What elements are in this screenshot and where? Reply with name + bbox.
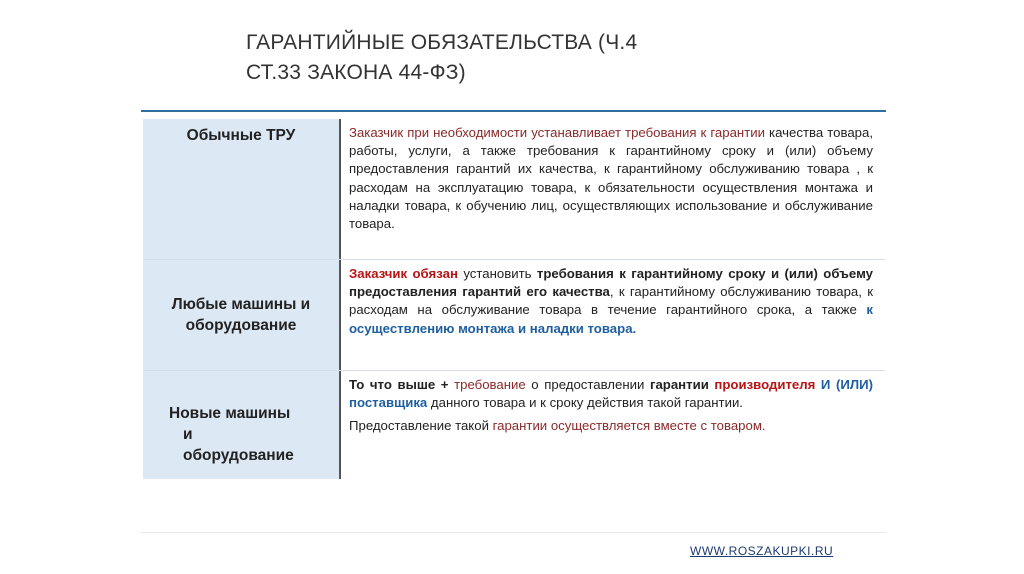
row-content-cell [341, 371, 885, 479]
text-segment: И (ИЛИ) поставщика [349, 377, 873, 411]
text-segment: гарантии осуществляется вместе с товаром. [492, 418, 766, 434]
site-link[interactable]: WWW.ROSZAKUPKI.RU [690, 544, 834, 558]
text-segment: данного товара и к сроку действия такой гарантии. [427, 395, 743, 411]
row-text [349, 265, 873, 338]
guarantee-table [143, 119, 885, 479]
text-segment: производителя [708, 377, 821, 392]
footer-url[interactable] [690, 544, 833, 558]
page-title [246, 28, 766, 88]
table-row [143, 260, 885, 371]
row-label-cell [143, 119, 341, 259]
row-label: Любые машины и оборудование [171, 296, 311, 334]
row-label-line: и [183, 426, 193, 443]
title-line-2: СТ.33 ЗАКОНА 44-ФЗ) [246, 61, 466, 84]
text-segment: гарантии [649, 377, 709, 392]
text-segment: Заказчик при необходимости устанавливает требования к гарантии [349, 125, 765, 140]
row-label: Обычные ТРУ [186, 127, 296, 144]
title-line-1: ГАРАНТИЙНЫЕ ОБЯЗАТЕЛЬСТВА (Ч.4 [246, 31, 638, 54]
row-text [349, 417, 873, 435]
text-segment: , к гарантийному обслуживанию товара, к расходам на обслуживание товара в течение гарантийного срока, а также [349, 284, 873, 318]
table-row [143, 119, 885, 260]
row-label-line: Новые машины [169, 405, 291, 422]
text-segment: о предоставлении [525, 377, 650, 392]
row-text [349, 376, 873, 412]
row-label-line: оборудование [183, 447, 294, 464]
text-segment: требование [454, 377, 526, 392]
table-row [143, 371, 885, 479]
row-label-cell [143, 371, 341, 479]
text-segment: Предоставление такой [349, 418, 493, 434]
text-segment: То что выше + [349, 377, 455, 392]
title-divider [141, 110, 886, 112]
row-content-cell [341, 260, 885, 370]
text-segment: требования к гарантийному сроку и (или) объему предоставления гарантий его качества [349, 266, 873, 300]
footer-divider [141, 532, 886, 533]
text-segment: установить [457, 266, 537, 281]
row-content-cell [341, 119, 885, 259]
row-label [143, 371, 339, 479]
text-segment: Заказчик обязан [349, 266, 458, 281]
text-segment: качества товара, работы, услуги, а также требования к гарантийному сроку и (или) объему предоставления гарантий их качества, к гарантийному обслуживанию товара , к расходам на эксплуатацию товара, к обязательности осуществления монтажа и наладки товара, к обучению лиц, осуществляющих использование и обслуживание товара. [349, 125, 874, 232]
row-label-cell [143, 260, 341, 370]
text-segment: к осуществлению монтажа и наладки товара. [349, 302, 873, 336]
row-text [349, 124, 873, 233]
